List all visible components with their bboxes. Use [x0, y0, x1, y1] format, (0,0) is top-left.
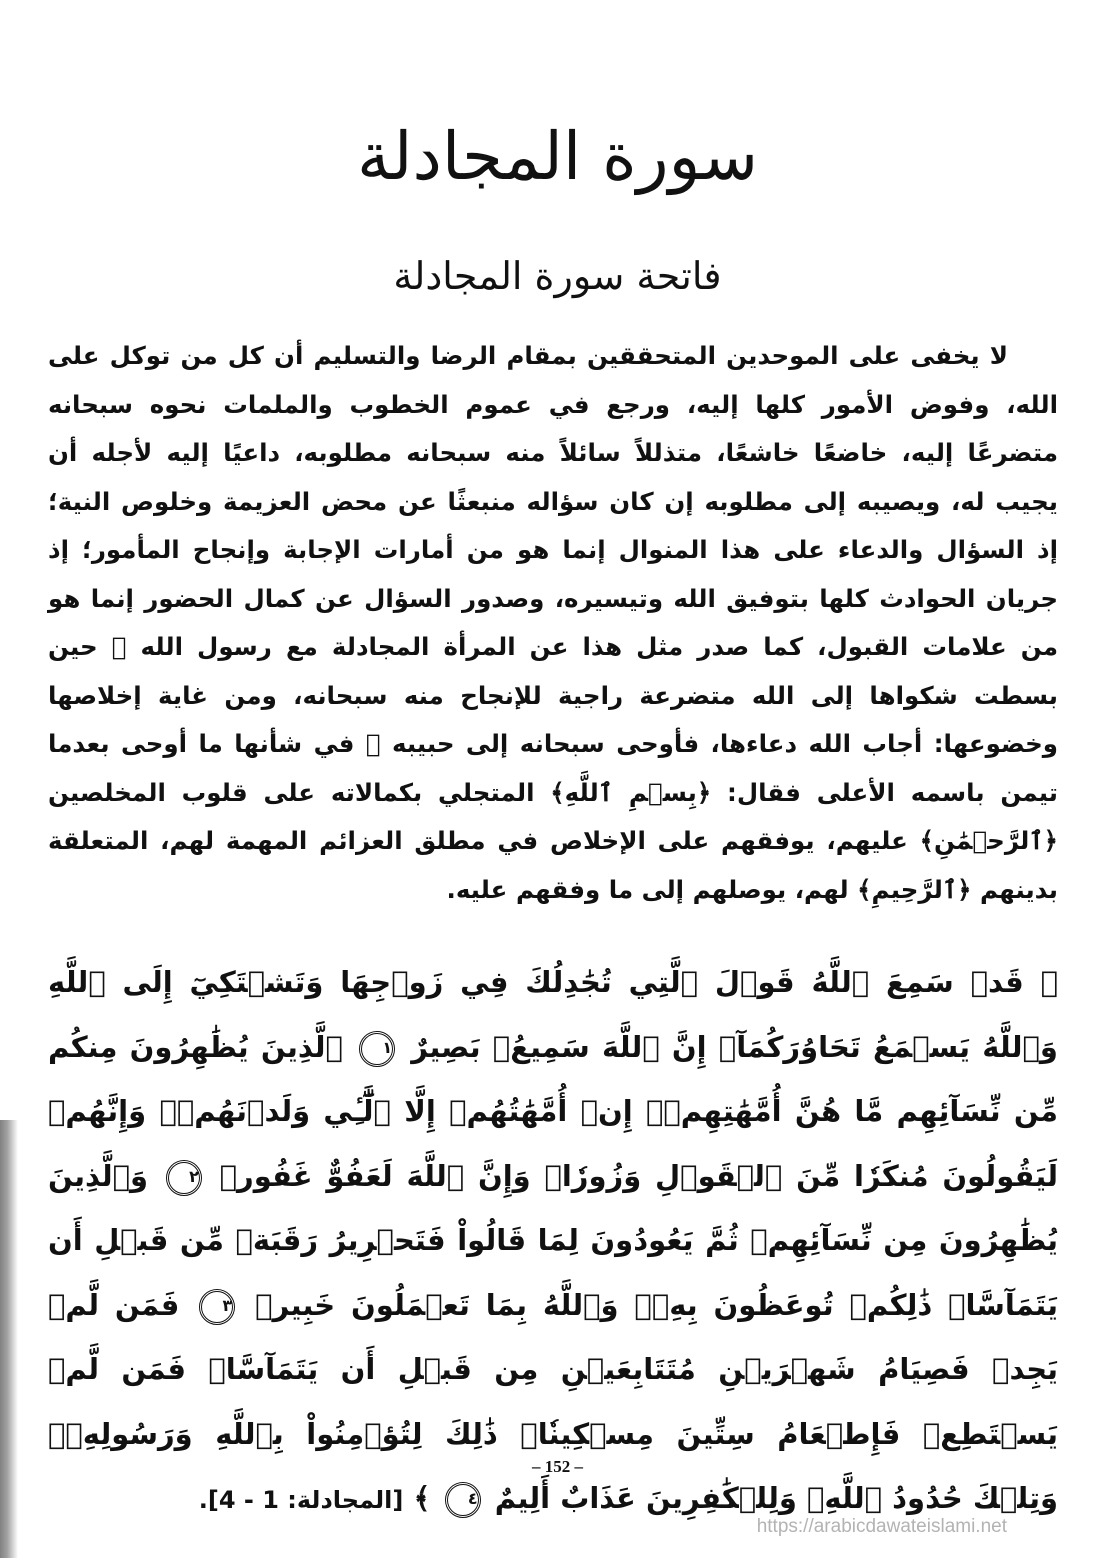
verse-citation: [المجادلة: 1 - 4].	[198, 1486, 404, 1514]
ayah-3-number: ٣	[199, 1289, 235, 1325]
verse-close-bracket: ﴾	[413, 1481, 431, 1515]
ayah-4-number: ٤	[445, 1482, 481, 1518]
ayah-4-text: فَمَن لَّمۡ يَجِدۡ فَصِيَامُ شَهۡرَيۡنِ مُتَتَابِعَيۡنِ مِن قَبۡلِ أَن يَتَمَآسَّاۖ فَمَن لَّمۡ يَسۡتَطِعۡ فَإِطۡعَامُ سِتِّينَ مِسۡكِينٗاۚ ذَٰلِكَ لِتُؤۡمِنُواْ بِٱللَّهِ وَرَسُولِهِۦۚ وَتِلۡكَ حُدُودُ ٱللَّهِۗ وَلِلۡكَٰفِرِينَ عَذَابٌ أَلِيمٌ	[48, 1287, 1058, 1515]
section-title: فاتحة سورة المجادلة	[393, 254, 722, 298]
ayah-2-number: ٢	[166, 1160, 202, 1196]
verse-open-bracket: ﴿	[1040, 965, 1058, 999]
ayah-1-text: قَدۡ سَمِعَ ٱللَّهُ قَوۡلَ ٱلَّتِي تُجَٰدِلُكَ فِي زَوۡجِهَا وَتَشۡتَكِيٓ إِلَى ٱللَّهِ وَٱللَّهُ يَسۡمَعُ تَحَاوُرَكُمَآۚ إِنَّ ٱللَّهَ سَمِيعُۢ بَصِيرٌ	[48, 965, 1058, 1064]
scan-edge-shadow	[0, 1120, 18, 1558]
quran-verses	[48, 950, 1058, 1533]
ayah-2-text: ٱلَّذِينَ يُظَٰهِرُونَ مِنكُم مِّن نِّسَآئِهِم مَّا هُنَّ أُمَّهَٰتِهِمۡۖ إِنۡ أُمَّهَٰتُهُمۡ إِلَّا ٱلَّٰٓـِٔي وَلَدۡنَهُمۡۚ وَإِنَّهُمۡ لَيَقُولُونَ مُنكَرٗا مِّنَ ٱلۡقَوۡلِ وَزُورٗاۚ وَإِنَّ ٱللَّهَ لَعَفُوٌّ غَفُورٞ	[48, 1029, 1058, 1193]
intro-paragraph: لا يخفى على الموحدين المتحققين بمقام الرضا والتسليم أن كل من توكل على الله، وفوض الأمور كلها إليه، ورجع في عموم الخطوب والملمات نحوه سبحانه متضرعًا إليه، خاضعًا خاشعًا، متذللاً سائلاً منه سبحانه مطلوبه، داعيًا إليه لأجله أن يجيب له، ويصيبه إلى مطلوبه إن كان سؤاله منبعثًا عن محض العزيمة وخلوص النية؛ إذ السؤال والدعاء على هذا المنوال إنما هو من أمارات الإجابة وإنجاح المأمور؛ إذ جريان الحوادث كلها بتوفيق الله وتيسيره، وصدور السؤال عن كمال الحضور إنما هو من علامات القبول، كما صدر مثل هذا عن المرأة المجادلة مع رسول الله ﷺ حين بسطت شكواها إلى الله متضرعة راجية للإنجاح منه سبحانه، ومن غاية إخلاصها وخضوعها: أجاب الله دعاءها، فأوحى سبحانه إلى حبيبه ﷺ في شأنها ما أوحى بعدما تيمن باسمه الأعلى فقال: ﴿بِسۡمِ ٱللَّهِ﴾ المتجلي بكمالاته على قلوب المخلصين ﴿ٱلرَّحۡمَٰنِ﴾ عليهم، يوفقهم على الإخلاص في مطلق العزائم المهمة لهم، المتعلقة بدينهم ﴿ٱلرَّحِيمِ﴾ لهم، يوصلهم إلى ما وفقهم عليه.	[48, 341, 1058, 904]
ayah-3-text: وَٱلَّذِينَ يُظَٰهِرُونَ مِن نِّسَآئِهِمۡ ثُمَّ يَعُودُونَ لِمَا قَالُواْ فَتَحۡرِيرُ رَقَبَةٖ مِّن قَبۡلِ أَن يَتَمَآسَّاۚ ذَٰلِكُمۡ تُوعَظُونَ بِهِۦۚ وَٱللَّهُ بِمَا تَعۡمَلُونَ خَبِيرٞ	[48, 1158, 1058, 1322]
ayah-1-number: ١	[359, 1031, 395, 1067]
page-number: – 152 –	[532, 1457, 583, 1476]
surah-title: سورة المجادلة	[356, 118, 759, 195]
source-watermark: https://arabicdawateislami.net	[756, 1516, 1007, 1537]
